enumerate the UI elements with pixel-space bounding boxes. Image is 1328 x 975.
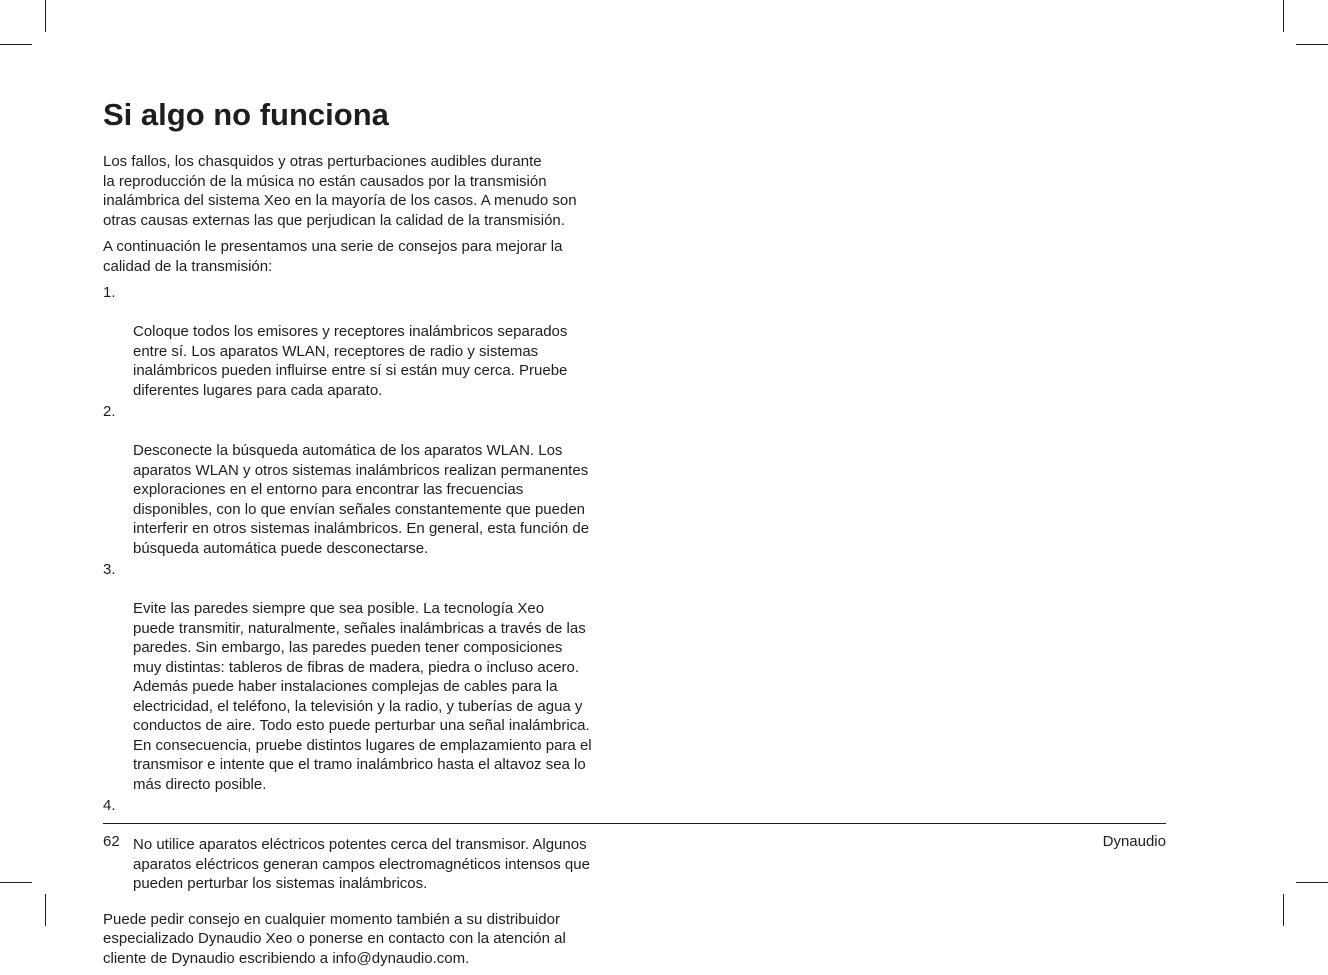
list-item <box>103 283 623 400</box>
tips-list <box>103 283 623 894</box>
crop-mark <box>1283 0 1284 32</box>
page-number: 62 <box>103 833 120 850</box>
list-number: 1. <box>103 284 116 301</box>
crop-mark <box>45 0 46 32</box>
list-item <box>103 560 623 794</box>
list-number: 4. <box>103 797 116 814</box>
crop-mark <box>1296 882 1328 883</box>
list-item <box>103 796 623 894</box>
page-content <box>103 96 623 975</box>
crop-mark <box>1283 894 1284 926</box>
footer-brand: Dynaudio <box>1102 833 1166 850</box>
list-item-text: Desconecte la búsqueda automática de los aparatos WLAN. Los aparatos WLAN y otros sistemas inalámbricos realizan permanentes exploraciones en el entorno para encontrar las frecuencias disponibles, con lo que envían señales constantemente que pueden interferir en otros sistemas inalámbricos. En general, esta función de búsqueda automática puede desconectarse. <box>133 442 590 557</box>
crop-mark <box>45 894 46 926</box>
list-number: 3. <box>103 561 116 578</box>
list-item-text: Evite las paredes siempre que sea posible. La tecnología Xeo puede transmitir, naturalmente, señales inalámbricas a través de las paredes. Sin embargo, las paredes pueden tener composiciones muy distintas: tableros de fibras de madera, piedra o incluso acero. Además puede haber instalaciones complejas de cables para la electricidad, el teléfono, la televisión y la radio, y tuberías de agua y conductos de aire. Todo esto puede perturbar una señal inalámbrica. En consecuencia, pruebe distintos lugares de emplazamiento para el transmisor e intente que el tramo inalámbrico hasta el altavoz sea lo más directo posible. <box>133 600 592 793</box>
crop-mark <box>0 44 32 45</box>
crop-mark <box>0 882 32 883</box>
closing-paragraph: Puede pedir consejo en cualquier momento también a su distribuidor especializado Dynaudio Xeo o ponerse en contacto con la atención al cliente de Dynaudio escribiendo a info@dynaudio.com. <box>103 910 566 967</box>
page-title: Si algo no funciona <box>103 97 389 132</box>
intro-paragraph: Los fallos, los chasquidos y otras perturbaciones audibles durante la reproducción de la música no están causados por la transmisión inalámbrica del sistema Xeo en la mayoría de los casos. A menudo son otras causas externas las que perjudican la calidad de la transmisión. <box>103 153 577 229</box>
lead-paragraph: A continuación le presentamos una serie de consejos para mejorar la calidad de la transmisión: <box>103 238 563 275</box>
list-item-text: Coloque todos los emisores y receptores inalámbricos separados entre sí. Los aparatos WLAN, receptores de radio y sistemas inalámbricos pueden influirse entre sí si están muy cerca. Pruebe diferentes lugares para cada aparato. <box>133 323 568 399</box>
list-item <box>103 402 623 558</box>
list-number: 2. <box>103 403 116 420</box>
crop-mark <box>1296 44 1328 45</box>
list-item-text: No utilice aparatos eléctricos potentes cerca del transmisor. Algunos aparatos eléctricos generan campos electromagnéticos intensos que pueden perturbar los sistemas inalámbricos. <box>133 836 590 892</box>
footer-divider <box>103 823 1166 824</box>
